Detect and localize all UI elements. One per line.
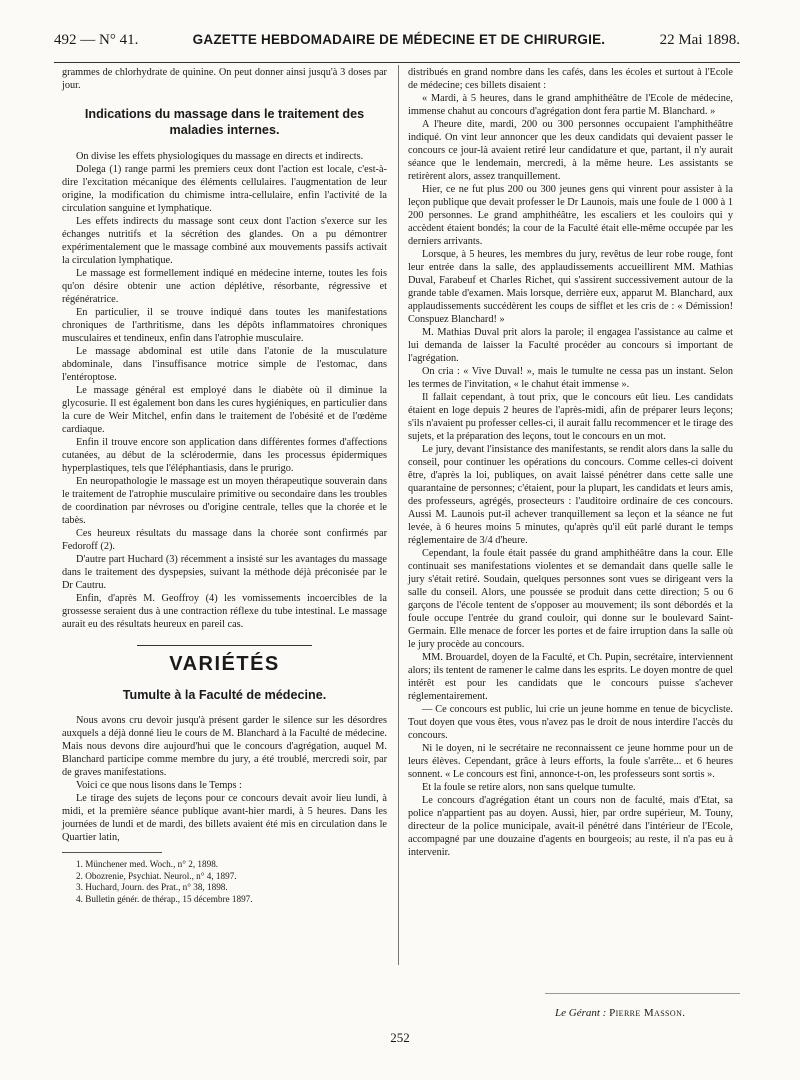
- footnote: 4. Bulletin génér. de thérap., 15 décembre 1897.: [76, 893, 253, 904]
- massage-paragraph: Enfin, d'après M. Geoffroy (4) les vomissements incoercibles de la grossesse seraient dus à une contraction réflexe du tube intestinal. Le massage aurait eu des résultats heureux en pareil cas.: [62, 593, 387, 630]
- tumulte-continued-paragraph: — Ce concours est public, lui crie un jeune homme en tenue de bicycliste. Tout doyen que vous êtes, vous n'avez pas le droit de nous interdire l'accès du concours.: [408, 704, 733, 741]
- tumulte-continued-paragraph: « Mardi, à 5 heures, dans le grand amphithéâtre de l'Ecole de médecine, immense chahut au concours d'agrégation dont fera partie M. Blanchard. »: [408, 93, 733, 117]
- tumulte-paragraph: Nous avons cru devoir jusqu'à présent garder le silence sur les désordres auxquels a déjà donné lieu le cours de M. Blanchard à la Faculté de médecine. Mais nous devons dire aujourd'hui que le concours d'agrégation, auquel M. Blanchard participe comme membre du jury, a été troublé, mercredi soir, par de graves manifestations.: [62, 715, 387, 778]
- tumulte-continued-paragraph: Et la foule se retire alors, non sans quelque tumulte.: [422, 782, 636, 793]
- varietes-section: [62, 645, 387, 675]
- tumulte-continued-paragraph: M. Mathias Duval prit alors la parole; il engagea l'assistance au calme et lui demanda de laisser la Faculté procéder au concours si important de l'agrégation.: [408, 327, 733, 364]
- massage-paragraph: Dolega (1) range parmi les premiers ceux dont l'action est locale, c'est-à-dire l'excitation mécanique des éléments cellulaires. l'augmentation de leur origine, la modification du chimisme intra-cellulaire, enfin l'activité de la circulation sanguine et lymphatique.: [62, 164, 387, 214]
- tumulte-continued-paragraph: Le jury, devant l'insistance des manifestants, se rendit alors dans la salle du conseil, pour continuer les opérations du concours. Comme celles-ci doivent être, d'après la loi, publiques, on avait laissé pénétrer dans cette salle une quarantaine de personnes; c'étaient, pour la plupart, les candidats et leurs amis, des professeurs, agrégés, prosecteurs : l'auditoire ordinaire de ces concours. Aussi M. Launois put-il achever tranquillement sa leçon et la séance ne fut levée, à 6 heures moins 5 minutes, qu'après qu'il eût parlé durant le temps réglementaire de 3/4 d'heure.: [408, 444, 733, 546]
- tumulte-continued-paragraph: Cependant, la foule était passée du grand amphithéâtre dans la cour. Elle continuait ses manifestations violentes et se demandait dans quelle salle le jury s'était retiré. Soudain, quelques personnes sont vues se dirigeant vers la salle du conseil. Alors, une poussée se produit dans cette direction; 5 ou 6 garçons de l'école tentent de s'opposer au mouvement; ils sont débordés et la foule occupe l'entrée du grand couloir, qui donne sur le boulevard Saint-Germain. Elle menace de forcer les portes et de faire irruption dans la salle où le jury procède au concours.: [408, 548, 733, 650]
- massage-paragraph: On divise les effets physiologiques du massage en directs et indirects.: [76, 151, 364, 162]
- tumulte-continued-paragraph: Il fallait cependant, à tout prix, que le concours eût lieu. Les candidats étaient en loge depuis 2 heures de l'après-midi, afin de préparer leurs leçons; s'ils n'avaient pu professer celles-ci, il aurait fallu recommencer et le tirage des sujets, et la préparation des leçons, tout le concours en un mot.: [408, 392, 733, 442]
- issue-date: 22 Mai 1898.: [659, 32, 740, 48]
- massage-paragraph: Le massage général est employé dans le diabète où il diminue la glycosurie. Il est également bon dans les cures hygiéniques, en particulier dans la cure de Weir Mitchel, enfin dans le traitement de l'obésité et de l'œdème cardiaque.: [62, 385, 387, 435]
- tumulte-continued-paragraph: distribués en grand nombre dans les cafés, dans les écoles et surtout à l'Ecole de médecine; ces billets disaient :: [408, 67, 733, 91]
- massage-paragraph: Le massage abdominal est utile dans l'atonie de la musculature abdominale, dans l'insuffisance motrice simple de l'estomac, dans l'entéroptose.: [62, 346, 387, 383]
- massage-paragraph: Ces heureux résultats du massage dans la chorée sont confirmés par Fedoroff (2).: [62, 528, 387, 552]
- column-divider: [398, 65, 399, 965]
- tumulte-continued-paragraph: Hier, ce ne fut plus 200 ou 300 jeunes gens qui vinrent pour assister à la leçon publique que devait professer le Dr Launois, mais une foule de 1 000 à 1 200 personnes. Le grand amphithéâtre, les escaliers et les couloirs qui y accèdent étaient bondés; la cour de la Faculté était elle-même occupée par les derniers arrivants.: [408, 184, 733, 247]
- signature-label: Le Gérant :: [555, 1007, 607, 1019]
- signature-name: Pierre Masson.: [609, 1007, 686, 1019]
- signature: [555, 1007, 685, 1019]
- signature-rule: [545, 993, 740, 994]
- massage-paragraph: Le massage est formellement indiqué en médecine interne, toutes les fois qu'on désire obtenir une action déplétive, résorbante, régressive et régénératrice.: [62, 268, 387, 305]
- header-page-number: 492 — N° 41.: [54, 32, 139, 48]
- tumulte-continued-paragraph: A l'heure dite, mardi, 200 ou 300 personnes occupaient l'amphithéâtre indiqué. On vint leur annoncer que les deux candidats qui devaient passer le concours ce jour-là avaient retiré leur candidature et que, partant, il n'y aurait séance que le lendemain, mercredi, à la même heure. Les assistants se retirèrent alors, assez tranquillement.: [408, 119, 733, 182]
- footnote: 1. Münchener med. Woch., n° 2, 1898.: [76, 859, 219, 869]
- footnote: 3. Huchard, Journ. des Prat., n° 38, 1898.: [76, 882, 228, 892]
- tumulte-continued-paragraph: Le concours d'agrégation étant un cours non de faculté, mais d'Etat, sa police n'appartient pas au doyen. Aussi, hier, par ordre supérieur, M. Touny, directeur de la police municipale, avait-il pénétré dans l'intérieur de l'Ecole, accompagné par une douzaine d'agents en bourgeois; au reste, il n'a pas eu à intervenir.: [408, 795, 733, 858]
- varietes-heading: VARIÉTÉS: [169, 653, 280, 675]
- left-column: [62, 66, 387, 905]
- massage-paragraph: En neuropathologie le massage est un moyen thérapeutique souverain dans le traitement de l'atrophie musculaire primitive ou secondaire dans les troubles de coordination par névroses ou d'origine centrale, telles que la chorée et le tabès.: [62, 476, 387, 526]
- massage-paragraph: Enfin il trouve encore son application dans différentes formes d'affections cutanées, au début de la sclérodermie, dans les processus épidermiques hyperplastiques, tels que l'éléphantiasis, dans le prurigo.: [62, 437, 387, 474]
- tumulte-paragraph: Le tirage des sujets de leçons pour ce concours devait avoir lieu lundi, à midi, et la première séance publique avant-hier mardi, à 5 heures. Dans les journées de lundi et de mardi, des billets avaient été mis en circulation dans le Quartier latin,: [62, 793, 387, 843]
- header-rule: [54, 62, 740, 63]
- intro-paragraph: grammes de chlorhydrate de quinine. On peut donner ainsi jusqu'à 3 doses par jour.: [62, 67, 387, 91]
- footnotes: [62, 859, 387, 905]
- journal-title: GAZETTE HEBDOMADAIRE DE MÉDECINE ET DE CHIRURGIE.: [192, 32, 606, 47]
- tumulte-continued-paragraph: On cria : « Vive Duval! », mais le tumulte ne cessa pas un instant. Selon les termes de l'invitation, « le chahut était immense ».: [408, 366, 733, 390]
- tumulte-paragraph: Voici ce que nous lisons dans le Temps :: [76, 780, 242, 791]
- massage-paragraph: En particulier, il se trouve indiqué dans toutes les manifestations chroniques de l'arthritisme, dans les dépôts inflammatoires chroniques musculaires et tendineux, enfin dans l'atrophie musculaire.: [62, 307, 387, 344]
- footnote-rule: [62, 852, 162, 853]
- tumulte-article-title: Tumulte à la Faculté de médecine.: [122, 688, 327, 702]
- massage-paragraph: Les effets indirects du massage sont ceux dont l'action s'exerce sur les échanges nutritifs et la sécrétion des glandes. On a pu démontrer expérimentalement que le massage combiné aux mouvements passifs activait la circulation lymphatique.: [62, 216, 387, 266]
- page-header: [54, 32, 740, 58]
- footer-page-number: 252: [390, 1030, 410, 1045]
- tumulte-continued-paragraph: Ni le doyen, ni le secrétaire ne reconnaissent ce jeune homme pour un de leurs élèves. Cependant, grâce à leurs efforts, la foule s'arrête... et 6 heures sonnent. « Le concours est fini, annonce-t-on, les professeurs sont sortis ».: [408, 743, 733, 780]
- tumulte-continued-paragraph: Lorsque, à 5 heures, les membres du jury, revêtus de leur robe rouge, font leur entrée dans la salle, des applaudissements accueillirent MM. Mathias Duval, Farabeuf et Charles Richet, qui s'assirent successivement autour de la grande table d'examen. Mais lorsque, derrière eux, apparut M. Blanchard, aux applaudissements succédèrent les coups de sifflet et les cris de : « Démission! Conspuez Blanchard! »: [408, 249, 733, 325]
- tumulte-continued-paragraph: MM. Brouardel, doyen de la Faculté, et Ch. Pupin, secrétaire, interviennent alors; ils tentent de ramener le calme dans les esprits. Le doyen montre de quel intérêt est pour les candidats que le concours puisse s'achever réglementairement.: [408, 652, 733, 702]
- massage-paragraph: D'autre part Huchard (3) récemment a insisté sur les avantages du massage dans le traitement des dyspepsies, suivant la méthode déjà préconisée par le Dr Cautru.: [62, 554, 387, 591]
- massage-article-title: Indications du massage dans le traitement des maladies internes.: [84, 107, 365, 137]
- right-column: [408, 66, 733, 859]
- footnote: 2. Obozrenie, Psychiat. Neurol., n° 4, 1897.: [76, 870, 237, 881]
